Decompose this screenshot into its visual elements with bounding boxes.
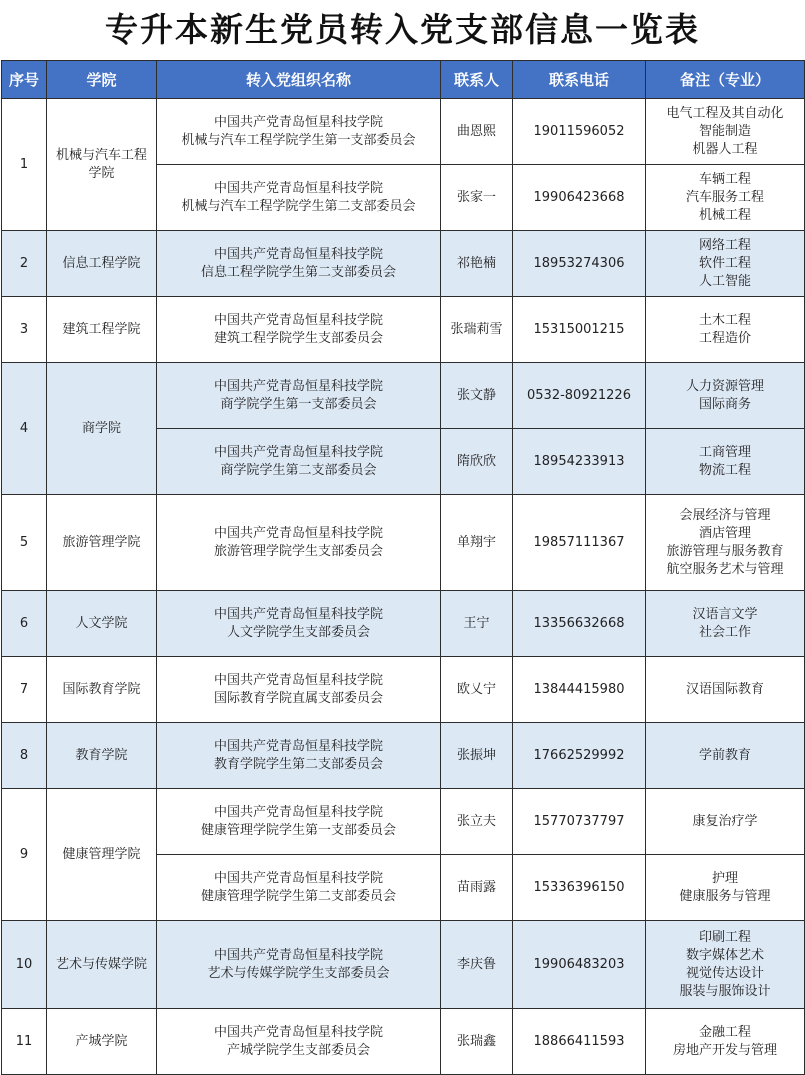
table-row: [2, 1009, 805, 1075]
contact-phone: 19906423668: [513, 165, 646, 231]
contact-name: 苗雨露: [441, 855, 513, 921]
header-row: [2, 61, 805, 99]
table-row: [2, 231, 805, 297]
contact-name: 单翔宇: [441, 495, 513, 591]
contact-phone: 19011596052: [513, 99, 646, 165]
major-note: 工商管理 物流工程: [646, 429, 805, 495]
page-title: 专升本新生党员转入党支部信息一览表: [105, 10, 700, 49]
table-row: [2, 297, 805, 363]
table-row: [2, 789, 805, 855]
contact-phone: 18866411593: [513, 1009, 646, 1075]
contact-phone: 19857111367: [513, 495, 646, 591]
row-number: 1: [2, 99, 47, 231]
contact-phone: 18953274306: [513, 231, 646, 297]
college-name: 信息工程学院: [47, 231, 157, 297]
contact-name: 祁艳楠: [441, 231, 513, 297]
row-number: 3: [2, 297, 47, 363]
row-number: 10: [2, 921, 47, 1009]
contact-name: 欧乂宁: [441, 657, 513, 723]
org-name: 中国共产党青岛恒星科技学院 教育学院学生第二支部委员会: [157, 723, 441, 789]
college-name: 健康管理学院: [47, 789, 157, 921]
row-number: 6: [2, 591, 47, 657]
contact-name: 张家一: [441, 165, 513, 231]
major-note: 土木工程 工程造价: [646, 297, 805, 363]
row-number: 9: [2, 789, 47, 921]
contact-name: 曲恩熙: [441, 99, 513, 165]
contact-name: 李庆鲁: [441, 921, 513, 1009]
contact-phone: 19906483203: [513, 921, 646, 1009]
table-row: [2, 723, 805, 789]
org-name: 中国共产党青岛恒星科技学院 商学院学生第一支部委员会: [157, 363, 441, 429]
org-name: 中国共产党青岛恒星科技学院 信息工程学院学生第二支部委员会: [157, 231, 441, 297]
contact-name: 隋欣欣: [441, 429, 513, 495]
contact-phone: 15770737797: [513, 789, 646, 855]
row-number: 8: [2, 723, 47, 789]
contact-name: 张振坤: [441, 723, 513, 789]
table-row: [2, 99, 805, 165]
college-name: 国际教育学院: [47, 657, 157, 723]
major-note: 电气工程及其自动化 智能制造 机器人工程: [646, 99, 805, 165]
college-name: 艺术与传媒学院: [47, 921, 157, 1009]
row-number: 2: [2, 231, 47, 297]
table-row: [2, 591, 805, 657]
contact-phone: 13844415980: [513, 657, 646, 723]
contact-phone: 15315001215: [513, 297, 646, 363]
table-row: [2, 921, 805, 1009]
major-note: 金融工程 房地产开发与管理: [646, 1009, 805, 1075]
org-name: 中国共产党青岛恒星科技学院 旅游管理学院学生支部委员会: [157, 495, 441, 591]
contact-name: 张瑞鑫: [441, 1009, 513, 1075]
org-name: 中国共产党青岛恒星科技学院 艺术与传媒学院学生支部委员会: [157, 921, 441, 1009]
row-number: 7: [2, 657, 47, 723]
row-number: 4: [2, 363, 47, 495]
org-name: 中国共产党青岛恒星科技学院 健康管理学院学生第一支部委员会: [157, 789, 441, 855]
major-note: 护理 健康服务与管理: [646, 855, 805, 921]
org-name: 中国共产党青岛恒星科技学院 机械与汽车工程学院学生第一支部委员会: [157, 99, 441, 165]
contact-phone: 17662529992: [513, 723, 646, 789]
header-cell: 备注（专业）: [646, 61, 805, 99]
org-name: 中国共产党青岛恒星科技学院 健康管理学院学生第二支部委员会: [157, 855, 441, 921]
contact-phone: 13356632668: [513, 591, 646, 657]
org-name: 中国共产党青岛恒星科技学院 产城学院学生支部委员会: [157, 1009, 441, 1075]
table-row: [2, 363, 805, 429]
contact-phone: 18954233913: [513, 429, 646, 495]
table-row: [2, 495, 805, 591]
college-name: 教育学院: [47, 723, 157, 789]
major-note: 会展经济与管理 酒店管理 旅游管理与服务教育 航空服务艺术与管理: [646, 495, 805, 591]
major-note: 汉语言文学 社会工作: [646, 591, 805, 657]
contact-name: 张立夫: [441, 789, 513, 855]
header-cell: 转入党组织名称: [157, 61, 441, 99]
header-cell: 序号: [2, 61, 47, 99]
major-note: 学前教育: [646, 723, 805, 789]
college-name: 旅游管理学院: [47, 495, 157, 591]
college-name: 产城学院: [47, 1009, 157, 1075]
major-note: 康复治疗学: [646, 789, 805, 855]
college-name: 人文学院: [47, 591, 157, 657]
college-name: 机械与汽车工程 学院: [47, 99, 157, 231]
row-number: 5: [2, 495, 47, 591]
header-cell: 联系电话: [513, 61, 646, 99]
major-note: 印刷工程 数字媒体艺术 视觉传达设计 服装与服饰设计: [646, 921, 805, 1009]
row-number: 11: [2, 1009, 47, 1075]
contact-name: 王宁: [441, 591, 513, 657]
contact-phone: 15336396150: [513, 855, 646, 921]
org-name: 中国共产党青岛恒星科技学院 机械与汽车工程学院学生第二支部委员会: [157, 165, 441, 231]
org-name: 中国共产党青岛恒星科技学院 人文学院学生支部委员会: [157, 591, 441, 657]
college-name: 建筑工程学院: [47, 297, 157, 363]
org-name: 中国共产党青岛恒星科技学院 商学院学生第二支部委员会: [157, 429, 441, 495]
header-cell: 联系人: [441, 61, 513, 99]
org-name: 中国共产党青岛恒星科技学院 国际教育学院直属支部委员会: [157, 657, 441, 723]
party-branch-table: [1, 60, 805, 1075]
major-note: 人力资源管理 国际商务: [646, 363, 805, 429]
contact-phone: 0532-80921226: [513, 363, 646, 429]
major-note: 汉语国际教育: [646, 657, 805, 723]
table-row: [2, 657, 805, 723]
org-name: 中国共产党青岛恒星科技学院 建筑工程学院学生支部委员会: [157, 297, 441, 363]
contact-name: 张文静: [441, 363, 513, 429]
college-name: 商学院: [47, 363, 157, 495]
major-note: 车辆工程 汽车服务工程 机械工程: [646, 165, 805, 231]
major-note: 网络工程 软件工程 人工智能: [646, 231, 805, 297]
contact-name: 张瑞莉雪: [441, 297, 513, 363]
header-cell: 学院: [47, 61, 157, 99]
